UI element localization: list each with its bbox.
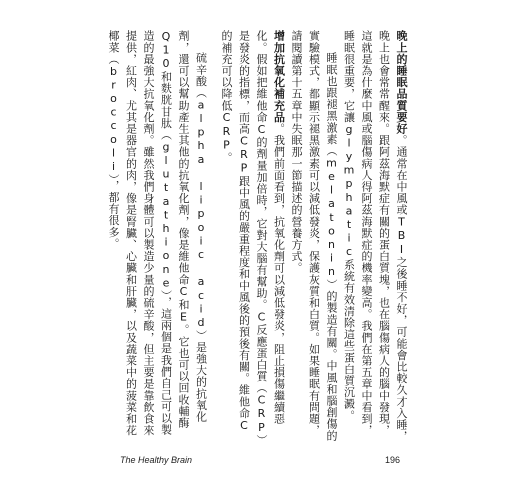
heading-antioxidant: 增加抗氧化補充品 (272, 30, 286, 123)
paragraph-antioxidant-text: 。我們前面看到，抗氧化劑可以減低發炎，阻止損傷繼續惡化。假如把維他命C的劑量加倍時，它對大腦有幫助。C反應蛋白質（CRP）是發炎的指標，而高CRP跟中風的嚴重程度和中風後的預後有關。維他命C的補充可以降低CRP。 (220, 30, 286, 441)
body-text (107, 30, 410, 443)
paragraph-sleep (340, 30, 410, 442)
paragraph-lipoic-acid: 硫辛酸（alpha lipoic acid）是強大的抗氧化劑，還可以幫助產生其他的抗氧化劑，像是維他命C和E。它也可以回收輔酶Q10和麩胱甘肽（glutathione），這兩個是我們自己可以製造的最強大抗氧化劑。雖然我們身體可以製造少量的硫辛酸，但主要是靠飲食來提供，紅肉、尤其是器官的肉，像是腎臟、心臟和肝臟，以及蔬菜中的菠菜和花椰菜（broccoli），都有很多。 (107, 30, 208, 436)
paragraph-antioxidant (218, 30, 288, 442)
paragraph-melatonin: 睡眠也跟褪黑激素（melatonin）的製造有關。中風和腦創傷的實驗模式，都顯示褪黑激素可以減低發炎，保護灰質和白質。如果睡眠有問題，請閱讀第十五章中失眠那一節描述的營養方式。 (290, 30, 338, 442)
paragraph-sleep-text: 。通常在中風或TBI之後睡不好，可能會比較久才入睡，晚上也會常常醒來。跟阿茲海默症有關的蛋白質塊，也在腦傷病人的腦中發現，這就是為什麼中風或腦傷病人得阿茲海默症的機率變高。我們在第五章中看到，睡眠很重要，它讓glymphatic系統有效清除這些蛋白質沉澱。 (342, 30, 408, 443)
page-number: 196 (384, 455, 400, 465)
book-title: The Healthy Brain (120, 455, 193, 465)
heading-sleep: 晚上的睡眠品質要好 (395, 30, 408, 135)
